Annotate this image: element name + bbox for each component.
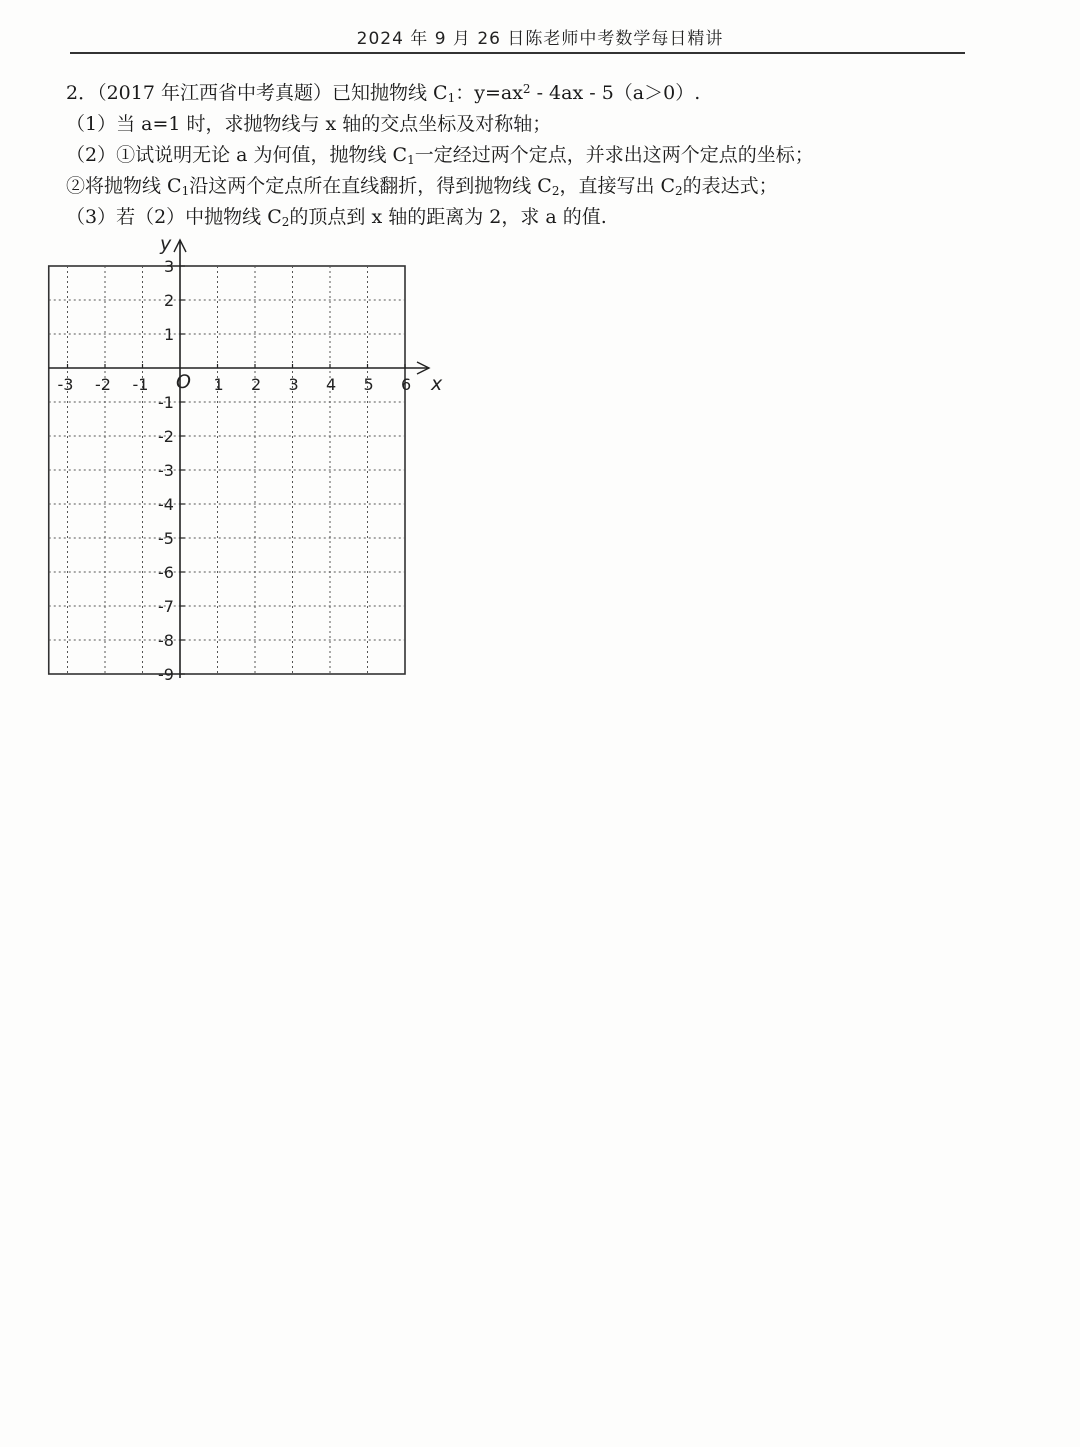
problem-stem: 2．（2017 年江西省中考真题）已知抛物线 $C_1$：$y=ax^2 - 4ax - 5(a>0)$. xyxy=(66,82,701,105)
y-tick-label: -5 xyxy=(158,529,174,548)
x-tick-label: -1 xyxy=(132,375,149,394)
y-tick-label: -8 xyxy=(158,631,174,650)
y-tick-label: -6 xyxy=(158,563,174,582)
x-tick-label: 5 xyxy=(363,375,374,394)
problem-part-1: （1）当 a=1 时，求抛物线与 x 轴的交点坐标及对称轴； xyxy=(66,113,552,135)
x-axis-label: x xyxy=(431,373,443,395)
problem-part-3: （3）若（2）中抛物线 $C_2$的顶点到 x 轴的距离为 2，求 a 的值. xyxy=(66,206,607,229)
problem-source: （2017 年江西省中考真题） xyxy=(97,82,332,104)
x-tick-label: 2 xyxy=(251,375,262,394)
problem-number: 2． xyxy=(66,82,98,104)
y-tick-label: -7 xyxy=(158,597,174,616)
y-tick-label: -4 xyxy=(158,495,174,514)
coordinate-grid xyxy=(40,232,460,696)
y-axis-label: y xyxy=(160,233,172,255)
page-header: 2024 年 9 月 26 日陈老师中考数学每日精讲 xyxy=(356,29,724,49)
origin-label: O xyxy=(176,371,191,393)
x-tick-label: -3 xyxy=(57,375,74,394)
coordinate-grid-svg xyxy=(40,232,460,692)
y-tick-label: -3 xyxy=(158,461,174,480)
y-tick-label: -1 xyxy=(158,393,174,412)
problem-part-2a: （2）①试说明无论 a 为何值，抛物线 $C_1$一定经过两个定点，并求出这两个定点的坐标； xyxy=(66,144,814,167)
x-tick-label: 3 xyxy=(288,375,299,394)
x-tick-label: 6 xyxy=(401,375,412,394)
y-tick-label: -2 xyxy=(158,427,174,446)
problem-part-2b: ②将抛物线 $C_1$沿这两个定点所在直线翻折，得到抛物线 $C_2$，直接写出 $C_2$的表达式； xyxy=(66,175,778,198)
y-tick-label: 1 xyxy=(164,325,175,344)
y-tick-label: 2 xyxy=(164,291,175,310)
y-tick-label: 3 xyxy=(164,257,175,276)
x-tick-label: 1 xyxy=(213,375,224,394)
header-rule xyxy=(70,52,965,54)
x-tick-label: -2 xyxy=(95,375,111,394)
y-tick-label: -9 xyxy=(158,665,174,684)
grid-frame xyxy=(49,266,405,674)
problem-block xyxy=(66,78,1026,233)
x-tick-label: 4 xyxy=(326,375,337,394)
